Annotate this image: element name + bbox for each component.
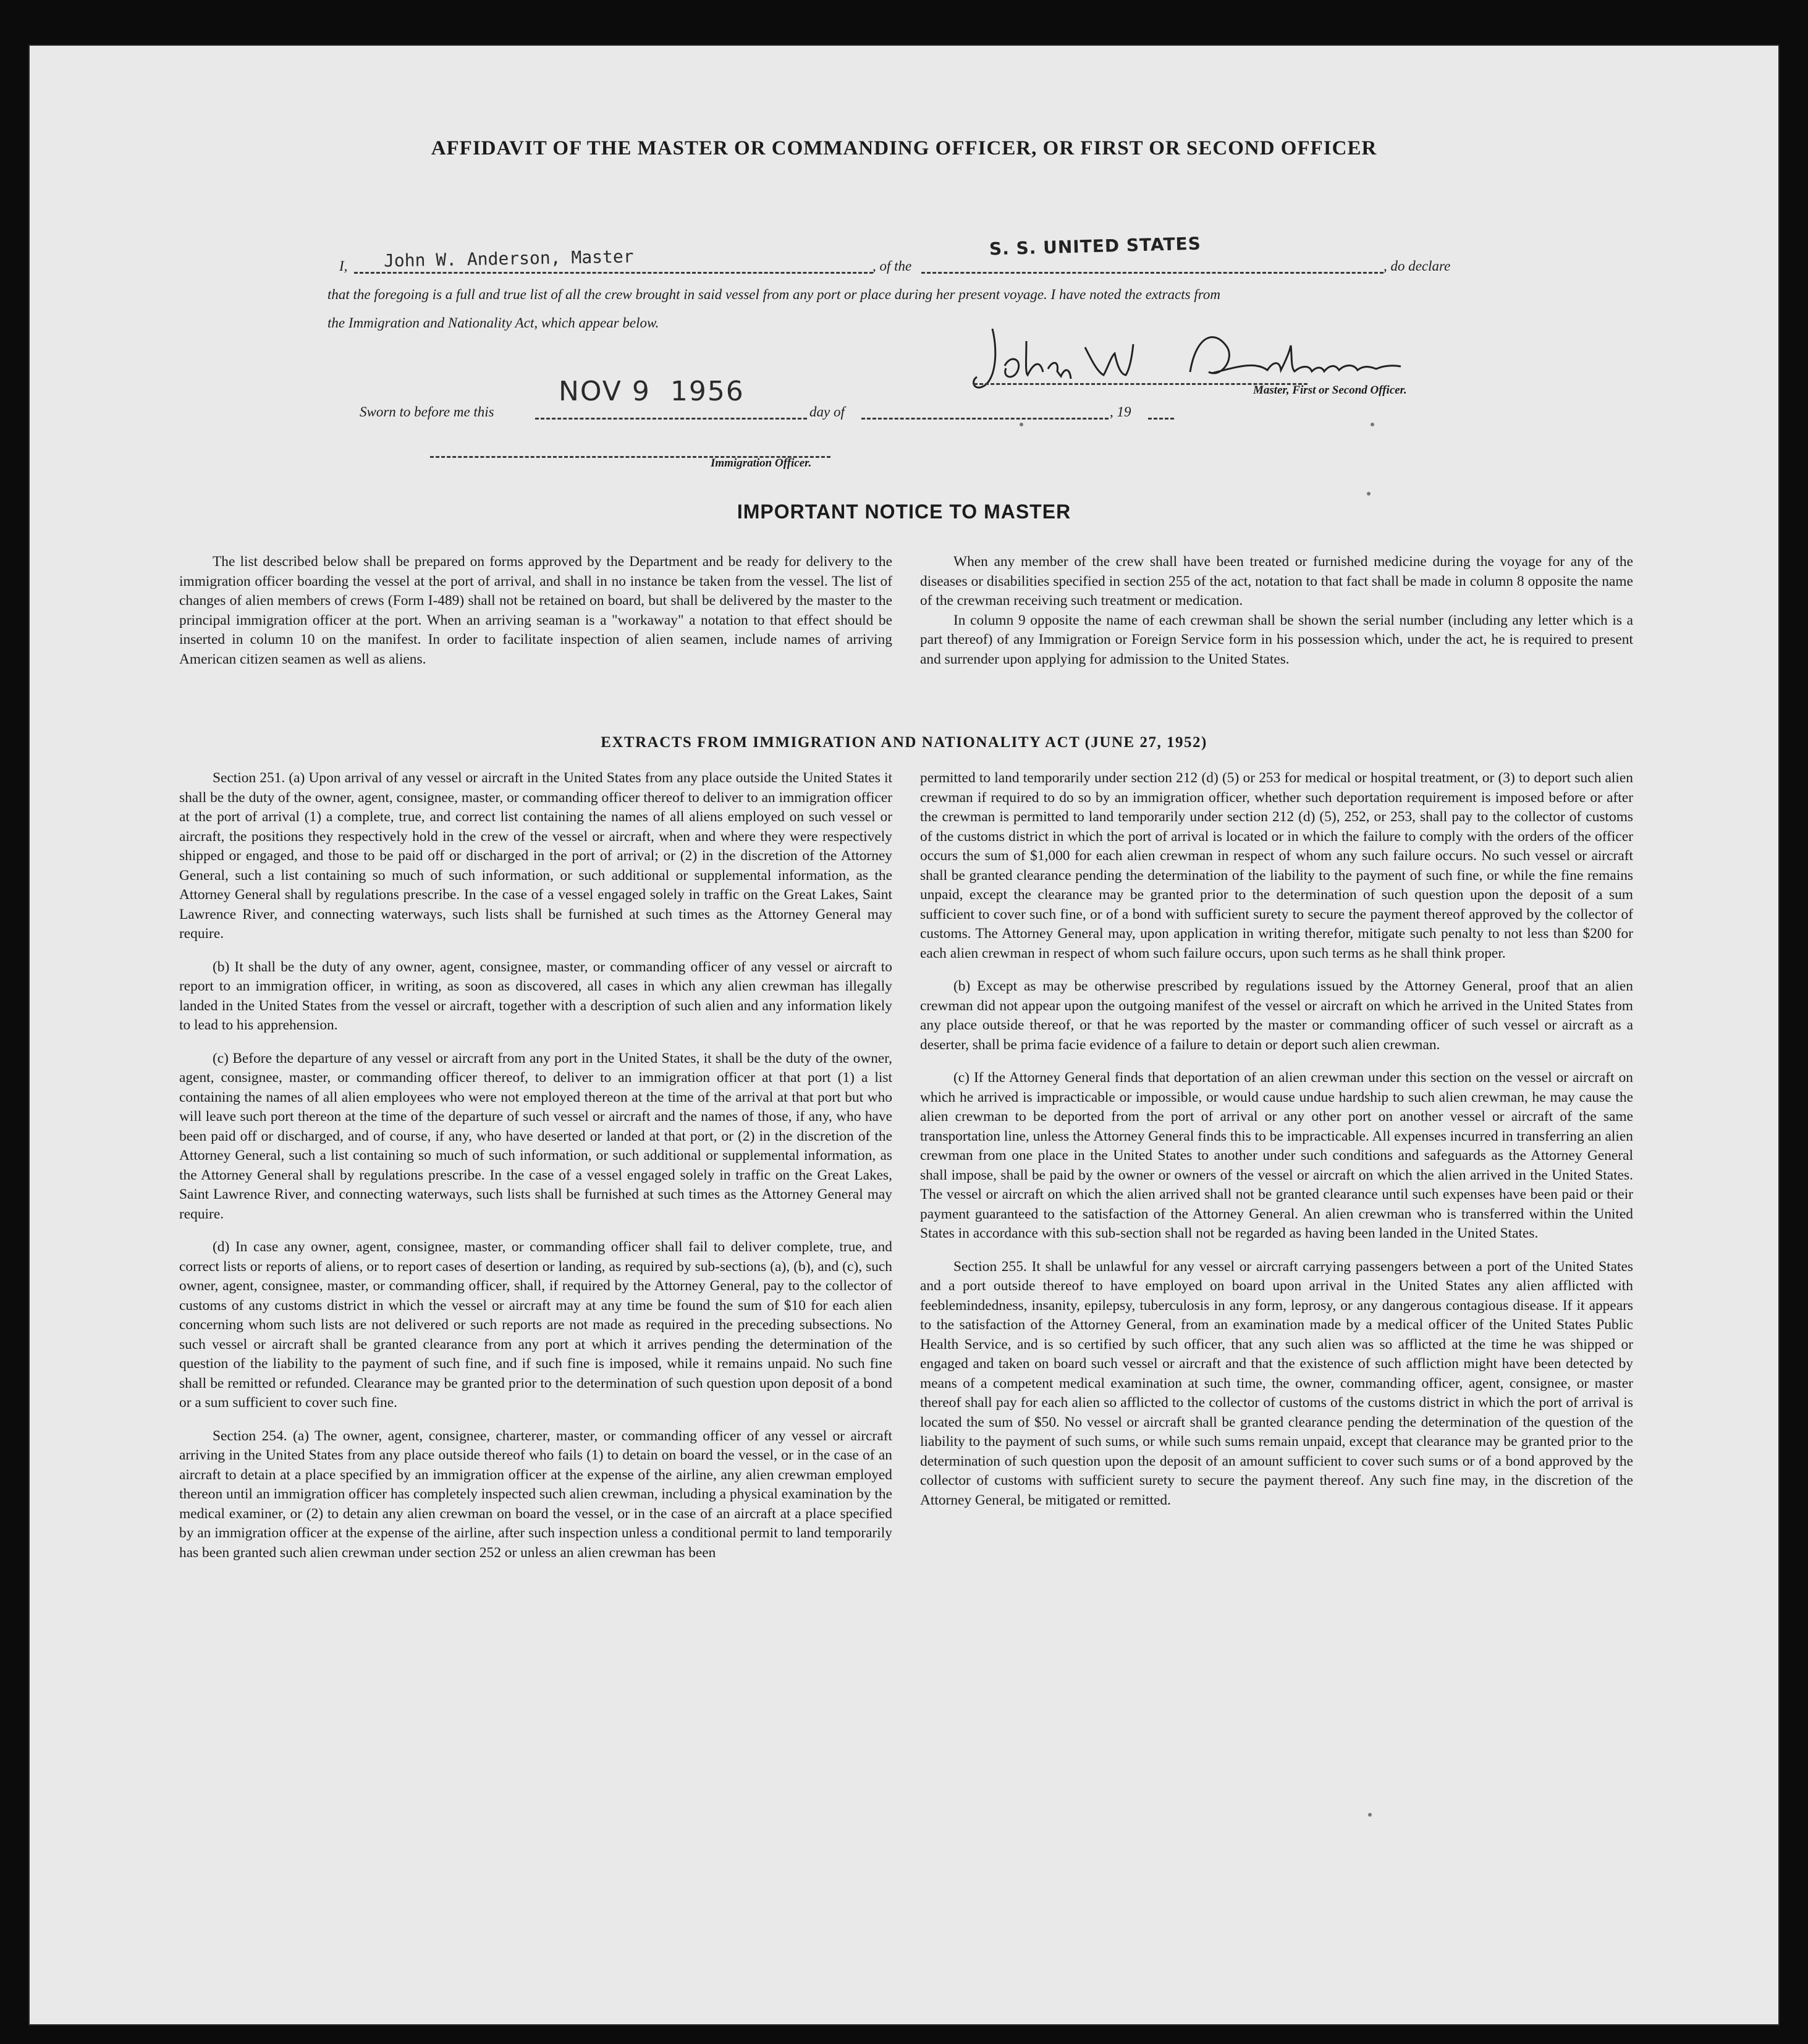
extract-paragraph: permitted to land temporarily under section 212 (d) (5) or 253 for medical or hospital treatment, or (3) to deport such alien crewman if required to do so by an immigration officer, whether such deportation requirement is imposed before or after the crewman is permitted to land temporarily under section 212 (d) (5), 252, or 253, shall pay to the collector of customs of the customs district in which the port of arrival is located or in which the failure to comply with the orders of the officer occurs the sum of $1,000 for each alien crewman in respect of whom any such failure occurs. No such vessel or aircraft shall be granted clearance pending the determination of the liability to the payment of such fine, or while the fine remains unpaid, except the clearance may be granted prior to the determination of such question upon the deposit of a sum sufficient to cover such fine, or of a bond with sufficient surety to secure the payment thereof approved by the collector of customs. The Attorney General may, upon application in writing therefor, mitigate such penalty to not less than $200 for each alien crewman in respect of whom such failure occurs, upon such terms as he shall think proper. [920, 770, 1633, 961]
scan-speck [1368, 1813, 1372, 1817]
notice-paragraph: The list described below shall be prepared on forms approved by the Department and be ready for delivery to the immigration officer boarding the vessel at the port of arrival, and shall in no instance be taken from the vessel. The list of changes of alien members of crews (Form I-489) shall not be retained on board, but shall be delivered by the master to the principal immigration officer at the port. When an arriving seaman is a "workaway" a notation to that effect should be inserted in column 10 on the manifest. In order to facilitate inspection of alien seamen, include names of arriving American citizen seamen as well as aliens. [179, 554, 892, 667]
vessel-blank-line [921, 272, 1383, 274]
master-name-field: John W. Anderson, Master [383, 246, 634, 271]
affidavit-title: AFFIDAVIT OF THE MASTER OR COMMANDING OFFICER, OR FIRST OR SECOND OFFICER [431, 137, 1377, 159]
signature-caption: Master, First or Second Officer. [1253, 384, 1407, 397]
extract-paragraph: (c) Before the departure of any vessel or aircraft from any port in the United States, it shall be the duty of the owner, agent, consignee, master, or commanding officer thereof, to deliver to an immigration officer at that port (1) a list containing the names of all alien employees who were not employed thereon at the time of the arrival at that port but who will leave such port thereon at the time of the departure of such vessel or aircraft and the names of those, if any, who have been paid off or discharged, and of course, if any, who have deserted or landed at that port, or (2) in the discretion of the Attorney General, such a list containing so much of such information, or such additional or supplemental information, as the Attorney General shall by regulations prescribe. In the case of a vessel engaged solely in traffic on the Great Lakes, Saint Lawrence River, and connecting waterways, such lists shall be furnished at such times as the Attorney General may require. [179, 1050, 892, 1222]
officer-caption: Immigration Officer. [711, 457, 812, 470]
extract-paragraph: Section 254. (a) The owner, agent, consignee, charterer, master, or commanding officer of any vessel or aircraft arriving in the United States from any place outside thereof who fails (1) to detain on board the vessel, or in the case of an aircraft to detain at a place specified by an immigration officer at the expense of the airline, any alien crewman employed thereon until an immigration officer has completely inspected such alien crewman, including a physical examination by the medical examiner, or (2) to detain any alien crewman on board the vessel, or in the case of an aircraft at a place specified by an immigration officer at the expense of the airline, after such inspection unless a conditional permit to land temporarily has been granted such alien crewman under section 252 or unless an alien crewman has been [179, 1427, 892, 1561]
notice-title: IMPORTANT NOTICE TO MASTER [737, 500, 1071, 523]
extracts-left-column [179, 769, 892, 1576]
notice-paragraph: When any member of the crew shall have been treated or furnished medicine during the voyage for any of the diseases or disabilities specified in section 255 of the act, notation to that fact shall be made in column 8 opposite the name of the crewman receiving such treatment or medication. [920, 554, 1633, 609]
notice-paragraph: In column 9 opposite the name of each crewman shall be shown the serial number (including any letter which is a part thereof) of any Immigration or Foreign Service form in his possession which, under the act, he is required to present and surrender upon applying for admission to the United States. [920, 612, 1633, 667]
extract-paragraph: (c) If the Attorney General finds that deportation of an alien crewman under this section on the vessel or aircraft on which he arrived is impracticable or impossible, or would cause undue hardship to such alien crewman, he may cause the alien crewman to be deported from the port of arrival or any other port on another vessel or aircraft of the same transportation line, unless the Attorney General finds this to be impracticable. All expenses incurred in transferring an alien crewman from one place in the United States to another under such conditions and safeguards as the Attorney General shall impose, shall be paid by the owner or owners of the vessel or aircraft on which the alien arrived in the United States. The vessel or aircraft on which the alien arrived shall not be granted clearance until such expenses have been paid or their payment guaranteed to the satisfaction of the Attorney General. An alien crewman who is transferred within the United States in accordance with this sub-section shall not be regarded as having been landed in the United States. [920, 1070, 1633, 1241]
extracts-right-column [920, 769, 1633, 1524]
extracts-title: EXTRACTS FROM IMMIGRATION AND NATIONALITY ACT (JUNE 27, 1952) [601, 734, 1207, 751]
name-blank-line [354, 272, 873, 274]
master-signature [968, 316, 1524, 403]
year-line [1148, 418, 1174, 420]
date-stamp: NOV 9 1956 [559, 376, 745, 407]
sworn-date-line [535, 418, 807, 420]
scan-speck [1020, 423, 1023, 426]
extract-paragraph: Section 255. It shall be unlawful for any vessel or aircraft carrying passengers between a port of the United States and a port outside thereof to have employed on board upon arrival in the United States any alien afflicted with feeblemindedness, insanity, epilepsy, tuberculosis in any form, leprosy, or any dangerous contagious disease. If it appears to the satisfaction of the Attorney General, from an examination made by a medical officer of the United States Public Health Service, and is so certified by such officer, that any such alien was so afflicted at the time he was shipped or engaged and taken on board such vessel or aircraft and that the existence of such affliction might have been detected by means of a competent medical examination at such time, the owner, commanding officer, agent, consignee, or master thereof shall pay for each alien so afflicted to the collector of customs of the customs district in which the port of arrival is located the sum of $50. No vessel or aircraft shall be granted clearance pending the determination of the question of the liability to the payment of such sums, or while such sums remain unpaid, except that clearance may be granted prior to the determination of such question upon the deposit of an amount sufficient to cover such sums or of a bond approved by the collector of customs with sufficient surety to secure the payment thereof. Any such fine may, in the discretion of the Attorney General, be mitigated or remitted. [920, 1258, 1633, 1508]
of-the-text: , of the [872, 258, 912, 274]
document-page [28, 44, 1780, 2025]
month-line [861, 418, 1109, 420]
extract-paragraph: (b) Except as may be otherwise prescribed by regulations issued by the Attorney General, proof that an alien crewman did not appear upon the outgoing manifest of the vessel or aircraft on which he arrived in the United States from any place outside thereof, or that he was reported by the master or commanding officer of such vessel or aircraft as a deserter, shall be prima facie evidence of a failure to detain or deport such alien crewman. [920, 978, 1633, 1053]
scan-speck [1367, 492, 1371, 496]
year-prefix: , 19 [1110, 404, 1131, 420]
extract-paragraph: (d) In case any owner, agent, consignee, master, or commanding officer shall fail to deliver complete, true, and correct lists or reports of aliens, or to report cases of desertion or landing, as required by sub-sections (a), (b), and (c), such owner, agent, consignee, master, or commanding officer, shall, if required by the Attorney General, pay to the collector of customs of any customs district in which the vessel or aircraft may at any time be found the sum of $10 for each alien concerning whom such lists are not delivered or such reports are not made as required in the preceding subsections. No such vessel or aircraft shall be granted clearance from any port at which it arrives pending the determination of the question of the liability to the payment of such fine, and if such fine is imposed, while it remains unpaid. No such fine shall be remitted or refunded. Clearance may be granted prior to the determination of such question upon deposit of a bond or a sum sufficient to cover such fine. [179, 1239, 892, 1411]
declaration-prefix: I, [339, 258, 348, 274]
sworn-text: Sworn to before me this [360, 404, 494, 420]
vessel-name-field: S. S. UNITED STATES [989, 233, 1202, 260]
notice-left-column [179, 552, 892, 683]
do-declare-text: , do declare [1383, 258, 1451, 274]
extract-paragraph: Section 251. (a) Upon arrival of any vessel or aircraft in the United States from any place outside the United States it shall be the duty of the owner, agent, consignee, master, or commanding officer thereof to deliver to an immigration officer at the port of arrival (1) a complete, true, and correct list containing the names of all aliens employed on such vessel or aircraft, the positions they respectively hold in the crew of the vessel or aircraft, when and where they were respectively shipped or engaged, and those to be paid off or discharged in the port of arrival; or (2) in the discretion of the Attorney General, such a list containing so much of such information, or such additional or supplemental information, as the Attorney General shall by regulations prescribe. In the case of a vessel engaged solely in traffic on the Great Lakes, Saint Lawrence River, and connecting waterways, such lists shall be furnished at such times as the Attorney General may require. [179, 770, 892, 942]
day-of-text: day of [809, 404, 845, 420]
notice-right-column [920, 552, 1633, 683]
scan-speck [1371, 423, 1374, 426]
extract-paragraph: (b) It shall be the duty of any owner, agent, consignee, master, or commanding officer of any vessel or aircraft to report to an immigration officer, in writing, as soon as discovered, all cases in which any alien crewman has illegally landed in the United States from the vessel or aircraft, together with a description of such alien and any information likely to lead to his apprehension. [179, 958, 892, 1033]
declaration-text-end: the Immigration and Nationality Act, which appear below. [327, 315, 659, 331]
declaration-text: that the foregoing is a full and true list of all the crew brought in said vessel from any port or place during her present voyage. I have noted the extracts from [327, 287, 1220, 302]
